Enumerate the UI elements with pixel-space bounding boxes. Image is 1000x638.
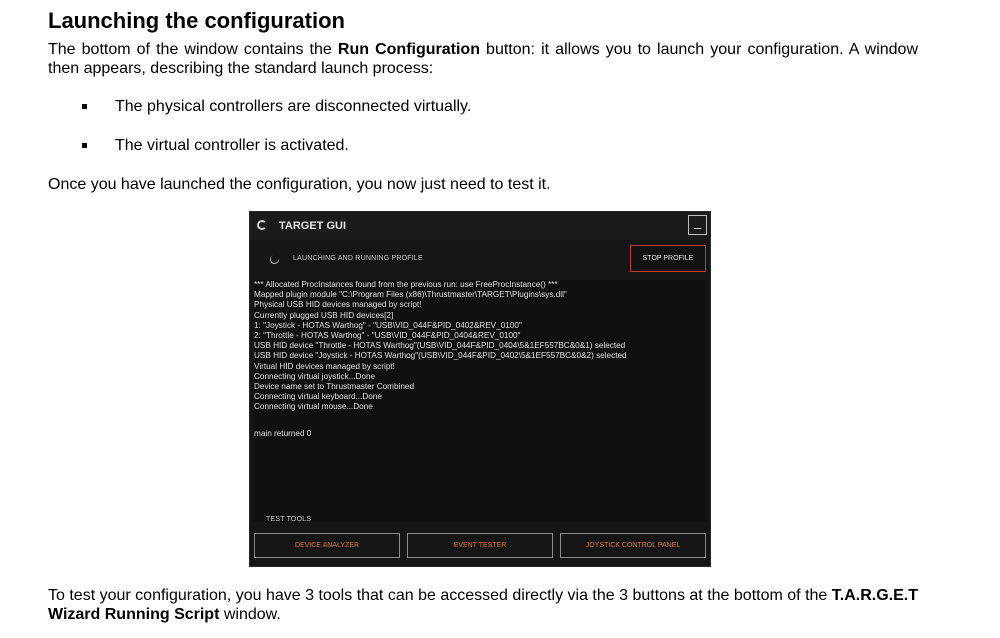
minimize-button[interactable] [688, 215, 707, 235]
section-heading: Launching the configuration [48, 8, 345, 33]
target-logo-icon [257, 220, 267, 230]
log-line: USB HID device "Joystick - HOTAS Warthog"(USB\VID_044F&PID_0402\5&1EF557BC&0&2) selected [254, 351, 627, 361]
run-configuration-term: Run Configuration [337, 41, 480, 58]
bullet-text: The virtual controller is activated. [115, 137, 349, 154]
closing-paragraph [48, 586, 918, 624]
after-launch-paragraph: Once you have launched the configuration, you now just need to test it. [48, 176, 551, 193]
log-return-line: main returned 0 [254, 429, 312, 438]
log-line: Physical USB HID devices managed by script! [254, 300, 422, 310]
log-line: 2: "Throttle - HOTAS Warthog" - "USB\VID_044F&PID_0404&REV_0100" [254, 331, 521, 341]
status-text: LAUNCHING AND RUNNING PROFILE [293, 255, 423, 262]
log-line: *** Allocated ProcInstances found from the previous run: use FreeProcInstance() *** [254, 280, 558, 289]
intro-text-before: The bottom of the window contains the [48, 41, 338, 58]
intro-text-after: button: it allows you to launch your configuration. A window then appears, describing the standard launch process: [48, 41, 918, 77]
log-line: Currently plugged USB HID devices[2] [254, 310, 394, 320]
target-gui-window [249, 211, 711, 567]
stop-profile-button[interactable]: STOP PROFILE [630, 245, 706, 272]
event-tester-button[interactable]: EVENT TESTER [407, 533, 553, 558]
log-line: Connecting virtual joystick...Done [254, 371, 376, 381]
device-analyzer-button[interactable]: DEVICE ANALYZER [254, 533, 400, 558]
bullet-square-icon [82, 104, 87, 109]
log-line: Mapped plugin module "C:\Program Files (x86)\Thrustmaster\TARGET\Plugins\sys.dll" [254, 290, 567, 300]
window-title: TARGET GUI [279, 220, 347, 232]
intro-paragraph [48, 40, 918, 78]
log-list [254, 280, 627, 413]
window-title-bar [250, 212, 710, 240]
bullet-square-icon [82, 143, 87, 148]
log-line: Device name set to Thrustmaster Combined [254, 382, 415, 392]
closing-text-before: To test your configuration, you have 3 tools that can be accessed directly via the 3 buttons at the bottom of the [48, 587, 832, 604]
joystick-control-panel-button[interactable]: JOYSTICK CONTROL PANEL [560, 533, 706, 558]
wizard-window-term: T.A.R.G.E.T Wizard Running Script [48, 587, 918, 623]
loading-spinner-icon [269, 254, 281, 266]
bullet-text: The physical controllers are disconnected virtually. [115, 98, 472, 115]
log-line: 1: "Joystick - HOTAS Warthog" - "USB\VID_044F&PID_0402&REV_0100" [254, 320, 522, 330]
log-line: Virtual HID devices managed by script! [254, 361, 395, 371]
test-tools-label: TEST TOOLS [266, 516, 312, 523]
log-line: Connecting virtual keyboard...Done [254, 392, 382, 402]
status-bar [250, 242, 710, 278]
console-output [254, 280, 706, 522]
closing-text-after: window. [219, 606, 281, 623]
log-line: Connecting virtual mouse...Done [254, 402, 373, 412]
log-line: USB HID device "Throttle - HOTAS Warthog"(USB\VID_044F&PID_0404\5&1EF557BC&0&1) selected [254, 341, 626, 351]
